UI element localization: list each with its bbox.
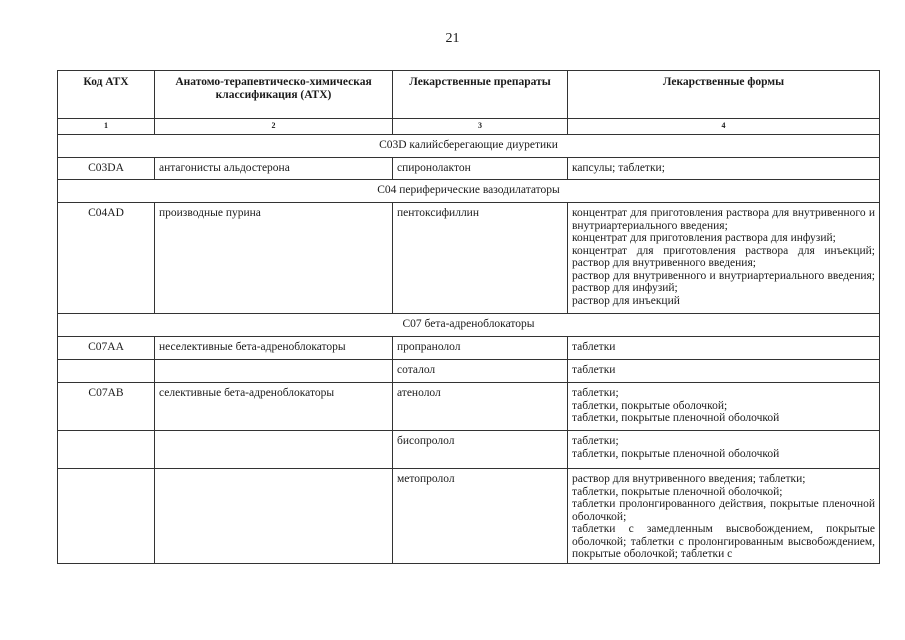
form-line: таблетки, покрытые пленочной оболочкой bbox=[572, 447, 780, 460]
form-line: таблетки bbox=[572, 341, 616, 353]
drug-cell: атенолол bbox=[393, 383, 568, 431]
atx-table bbox=[57, 70, 880, 564]
group-row-c04 bbox=[58, 180, 880, 203]
form-line: таблетки с замедленным высвобождением, покрытые оболочкой; таблетки с пролонгированным высвобождением, покрытые оболочкой; таблетки с bbox=[572, 523, 875, 560]
classification-cell: неселективные бета-адреноблокаторы bbox=[155, 337, 393, 360]
drug-cell: пентоксифиллин bbox=[393, 203, 568, 314]
form-line: таблетки пролонгированного действия, покрытые пленочной оболочкой; bbox=[572, 498, 875, 523]
column-number: 4 bbox=[568, 119, 880, 135]
form-line: таблетки; bbox=[572, 435, 619, 447]
atx-code: C07AA bbox=[58, 337, 155, 360]
page-number: 21 bbox=[445, 31, 460, 46]
forms-cell bbox=[568, 431, 880, 469]
forms-cell bbox=[568, 203, 880, 314]
header-classification: Анатомо-терапевтическо-химическая классификация (АТХ) bbox=[155, 71, 393, 119]
atx-code bbox=[58, 469, 155, 564]
drug-cell: бисопролол bbox=[393, 431, 568, 469]
form-line: концентрат для приготовления раствора для инъекций; раствор для внутривенного введения; bbox=[572, 244, 875, 269]
form-line: таблетки, покрытые пленочной оболочкой bbox=[572, 412, 780, 424]
table-row bbox=[58, 360, 880, 383]
forms-cell bbox=[568, 337, 880, 360]
column-number: 1 bbox=[58, 119, 155, 135]
header-drugs: Лекарственные препараты bbox=[393, 71, 568, 119]
header-forms: Лекарственные формы bbox=[568, 71, 880, 119]
column-numbers-row bbox=[58, 119, 880, 135]
header-row bbox=[58, 71, 880, 119]
form-line: раствор для внутривенного и внутриартериального введения; раствор для инфузий; bbox=[572, 269, 875, 294]
group-row-c03d bbox=[58, 135, 880, 158]
classification-cell bbox=[155, 360, 393, 383]
form-line: таблетки bbox=[572, 364, 616, 376]
atx-code: C07AB bbox=[58, 383, 155, 431]
form-line: раствор для внутривенного введения; таблетки; bbox=[572, 473, 806, 485]
atx-code: C03DA bbox=[58, 158, 155, 180]
column-number: 2 bbox=[155, 119, 393, 135]
group-title: C04 периферические вазодилататоры bbox=[58, 180, 880, 203]
form-line: концентрат для приготовления раствора для внутривенного и внутриартериального введения; bbox=[572, 207, 875, 232]
forms-cell bbox=[568, 383, 880, 431]
table-row bbox=[58, 337, 880, 360]
form-line: капсулы; таблетки; bbox=[572, 162, 665, 174]
table-row bbox=[58, 469, 880, 564]
atx-code bbox=[58, 360, 155, 383]
form-line: раствор для инъекций bbox=[572, 294, 680, 307]
forms-cell bbox=[568, 158, 880, 180]
header-code: Код АТХ bbox=[58, 71, 155, 119]
table-row bbox=[58, 383, 880, 431]
classification-cell: селективные бета-адреноблокаторы bbox=[155, 383, 393, 431]
drug-cell: пропранолол bbox=[393, 337, 568, 360]
table-row bbox=[58, 158, 880, 180]
form-line: таблетки, покрытые оболочкой; bbox=[572, 399, 728, 412]
drug-cell: метопролол bbox=[393, 469, 568, 564]
group-row-c07 bbox=[58, 314, 880, 337]
group-title: C07 бета-адреноблокаторы bbox=[58, 314, 880, 337]
table-row bbox=[58, 203, 880, 314]
forms-cell bbox=[568, 360, 880, 383]
classification-cell bbox=[155, 469, 393, 564]
classification-cell: антагонисты альдостерона bbox=[155, 158, 393, 180]
classification-cell bbox=[155, 431, 393, 469]
drug-cell: спиронолактон bbox=[393, 158, 568, 180]
classification-cell: производные пурина bbox=[155, 203, 393, 314]
form-line: таблетки; bbox=[572, 387, 619, 399]
form-line: таблетки, покрытые пленочной оболочкой; bbox=[572, 485, 783, 498]
column-number: 3 bbox=[393, 119, 568, 135]
group-title: C03D калийсберегающие диуретики bbox=[58, 135, 880, 158]
forms-cell bbox=[568, 469, 880, 564]
atx-code bbox=[58, 431, 155, 469]
form-line: концентрат для приготовления раствора для инфузий; bbox=[572, 232, 836, 244]
atx-code: C04AD bbox=[58, 203, 155, 314]
drug-cell: соталол bbox=[393, 360, 568, 383]
table-row bbox=[58, 431, 880, 469]
